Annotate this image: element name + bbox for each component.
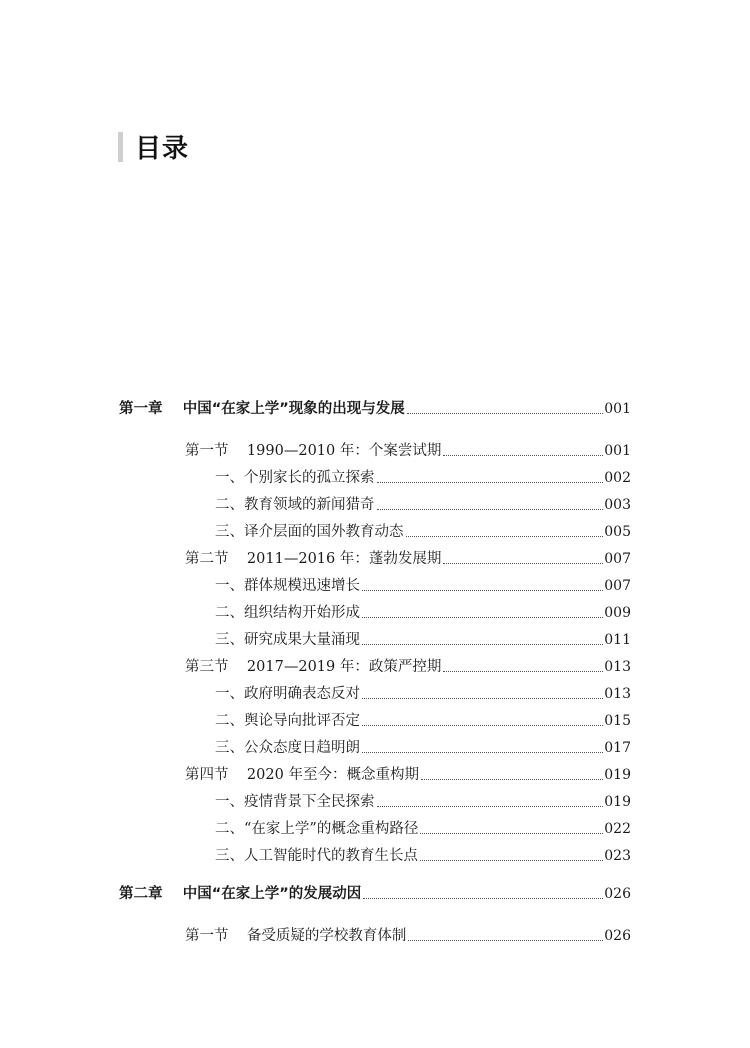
dot-leader: [377, 509, 604, 510]
dot-leader: [377, 806, 604, 807]
dot-leader: [443, 671, 603, 672]
toc-entry-label: 一、政府明确表态反对: [215, 686, 360, 702]
toc-entry-label: 二、舆论导向批评否定: [215, 713, 360, 729]
toc-entry-label: 第一节 1990—2010 年：个案尝试期: [185, 443, 442, 459]
toc-entry-label: 一、群体规模迅速增长: [215, 578, 360, 594]
toc-entry-page: 007: [604, 578, 631, 594]
heading-accent-bar: [118, 132, 123, 162]
toc-entry-label: 第三节 2017—2019 年：政策严控期: [185, 659, 442, 675]
toc-entry-item[interactable]: [215, 845, 631, 867]
dot-leader: [443, 563, 603, 564]
toc-entry-page: 026: [604, 928, 631, 944]
toc-entry-item[interactable]: [215, 818, 631, 840]
toc-entry-label: 第一节 备受质疑的学校教育体制: [185, 928, 407, 944]
toc-entry-label: 第四节 2020 年至今：概念重构期: [185, 767, 419, 783]
toc-entry-label: 二、“在家上学”的概念重构路径: [215, 821, 419, 837]
toc-entry-page: 023: [604, 848, 631, 864]
dot-leader: [362, 590, 603, 591]
toc-entry-item[interactable]: [215, 683, 631, 705]
dot-leader: [420, 833, 603, 834]
toc-entry-label: 三、译介层面的国外教育动态: [215, 524, 404, 540]
dot-leader: [420, 860, 603, 861]
dot-leader: [408, 940, 603, 941]
toc-entry-page: 005: [604, 524, 631, 540]
toc-entry-page: 026: [604, 886, 631, 902]
toc-entry-item[interactable]: [215, 791, 631, 813]
toc-entry-page: 019: [604, 767, 631, 783]
toc-entry-page: 009: [604, 605, 631, 621]
toc-entry-label: 三、公众态度日趋明朗: [215, 740, 360, 756]
toc-entry-page: 013: [604, 659, 631, 675]
toc-entry-item[interactable]: [215, 575, 631, 597]
dot-leader: [362, 617, 603, 618]
dot-leader: [363, 898, 603, 899]
toc-entry-chapter-2[interactable]: [119, 883, 631, 905]
dot-leader: [362, 752, 603, 753]
toc-entry-page: 001: [604, 443, 631, 459]
toc-entry-item[interactable]: [215, 710, 631, 732]
toc-entry-label: 三、人工智能时代的教育生长点: [215, 848, 418, 864]
toc-entry-page: 017: [604, 740, 631, 756]
toc-entry-label: 一、疫情背景下全民探索: [215, 794, 375, 810]
dot-leader: [377, 482, 604, 483]
toc-entry-section-1-1[interactable]: [185, 440, 631, 462]
toc-entry-label: 一、个别家长的孤立探索: [215, 470, 375, 486]
toc-entry-item[interactable]: [215, 737, 631, 759]
toc-entry-label: 二、组织结构开始形成: [215, 605, 360, 621]
toc-entry-page: 015: [604, 713, 631, 729]
toc-entry-item[interactable]: [215, 521, 631, 543]
toc-entry-label: 第二章 中国“在家上学”的发展动因: [119, 886, 362, 902]
dot-leader: [362, 698, 603, 699]
toc-entry-page: 001: [604, 401, 631, 417]
page-title: 目录: [135, 134, 190, 164]
toc-entry-page: 003: [604, 497, 631, 513]
dot-leader: [406, 536, 604, 537]
toc-entry-page: 013: [604, 686, 631, 702]
toc-entry-label: 二、教育领域的新闻猎奇: [215, 497, 375, 513]
dot-leader: [443, 455, 603, 456]
toc-heading: [118, 128, 189, 165]
toc-entry-page: 007: [604, 551, 631, 567]
toc-entry-item[interactable]: [215, 629, 631, 651]
toc-entry-page: 011: [604, 632, 631, 648]
toc-entry-label: 三、研究成果大量涌现: [215, 632, 360, 648]
dot-leader: [362, 644, 603, 645]
toc-entry-label: 第一章 中国“在家上学”现象的出现与发展: [119, 401, 405, 417]
toc-entry-section-1-2[interactable]: [185, 548, 631, 570]
dot-leader: [362, 725, 603, 726]
toc-entry-chapter-1[interactable]: [119, 398, 631, 420]
dot-leader: [421, 779, 603, 780]
toc-entry-item[interactable]: [215, 467, 631, 489]
toc-entry-item[interactable]: [215, 494, 631, 516]
toc-entry-page: 022: [604, 821, 631, 837]
toc-entry-label: 第二节 2011—2016 年：蓬勃发展期: [185, 551, 442, 567]
toc-entry-item[interactable]: [215, 602, 631, 624]
dot-leader: [407, 413, 604, 414]
toc-entry-section-1-4[interactable]: [185, 764, 631, 786]
toc-entry-section-1-3[interactable]: [185, 656, 631, 678]
toc-entry-page: 019: [604, 794, 631, 810]
toc-entry-page: 002: [604, 470, 631, 486]
toc-entry-section-2-1[interactable]: [185, 925, 631, 947]
